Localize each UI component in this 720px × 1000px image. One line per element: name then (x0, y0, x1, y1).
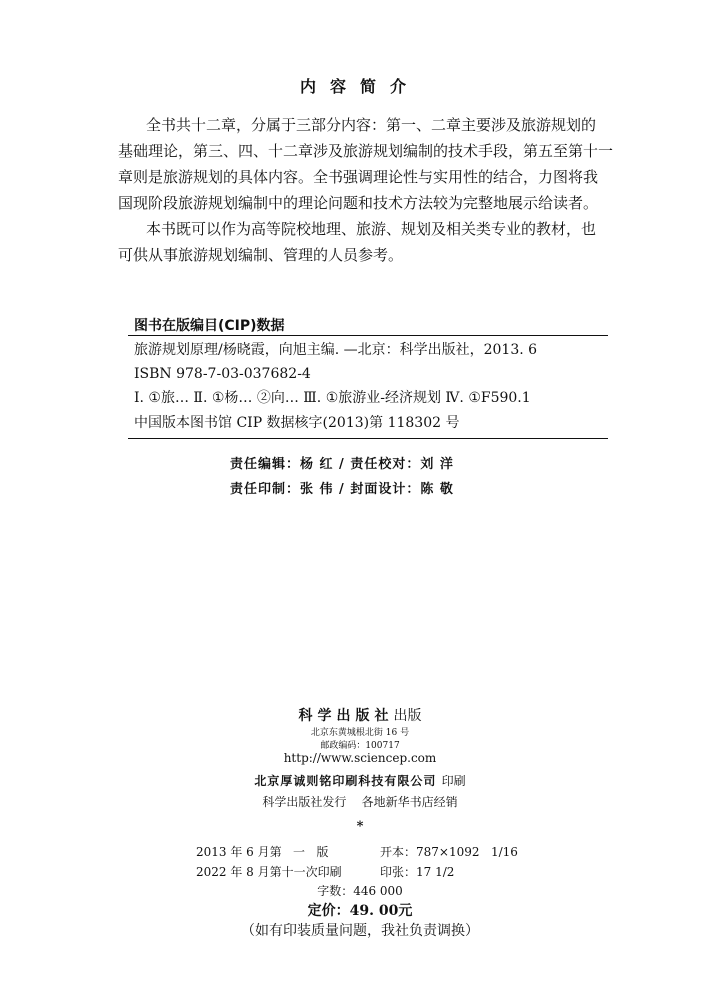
responsibility-line-2: 责任印制：张 伟 / 封面设计：陈 敬 (230, 482, 454, 497)
cip-heading: 图书在版编目(CIP)数据 (134, 318, 285, 334)
quality-notice: （如有印装质量问题，我社负责调换） (241, 923, 479, 939)
publisher-name (0, 705, 720, 725)
publisher-address: 北京东黄城根北街 16 号 (310, 728, 410, 738)
intro-title: 内容简介 (299, 77, 420, 96)
cip-line-isbn: ISBN 978-7-03-037682-4 (134, 366, 311, 382)
edition-print-run: 2022 年 8 月第十一次印刷 (196, 865, 342, 879)
cip-line-title: 旅游规划原理/杨晓霞，向旭主编. —北京：科学出版社，2013. 6 (134, 342, 538, 358)
intro-line-4: 国现阶段旅游规划编制中的理论问题和技术方法较为完整地展示给读者。 (118, 194, 599, 212)
publisher-postcode: 邮政编码：100717 (320, 741, 400, 751)
printer-name: 北京厚诚则铭印刷科技有限公司 (254, 774, 437, 788)
cip-bottom-rule (128, 438, 608, 439)
edition-first: 2013 年 6 月第 一 版 (196, 845, 329, 859)
cip-line-record: 中国版本图书馆 CIP 数据核字(2013)第 118302 号 (134, 415, 460, 431)
print-sheets: 印张：17 1/2 (380, 865, 455, 879)
cip-top-rule (128, 335, 608, 336)
publisher-name-suffix: 出版 (393, 708, 422, 724)
printer-suffix: 印刷 (441, 774, 466, 788)
format-size: 开本：787×1092 1/16 (380, 845, 518, 859)
intro-line-2: 基础理论，第三、四、十二章涉及旅游规划编制的技术手段，第五至第十一 (118, 142, 614, 160)
word-count: 字数：446 000 (317, 884, 403, 898)
intro-line-5: 本书既可以作为高等院校地理、旅游、规划及相关类专业的教材，也 (146, 220, 597, 238)
responsibility-line-1: 责任编辑：杨 红 / 责任校对：刘 洋 (230, 457, 454, 472)
cip-line-classification: Ⅰ. ①旅… Ⅱ. ①杨… ②向… Ⅲ. ①旅游业-经济规划 Ⅳ. ①F590.1 (134, 390, 531, 406)
separator-star: * (356, 819, 364, 834)
intro-line-3: 章则是旅游规划的具体内容。全书强调理论性与实用性的结合，力图将我 (118, 168, 599, 186)
intro-line-6: 可供从事旅游规划编制、管理的人员参考。 (118, 246, 404, 264)
publisher-name-stylized: 科学出版社 (298, 708, 394, 724)
price: 定价：49. 00元 (307, 903, 413, 919)
printer-line (0, 772, 720, 789)
publisher-url: http://www.sciencep.com (283, 751, 437, 765)
intro-line-1: 全书共十二章，分属于三部分内容：第一、二章主要涉及旅游规划的 (146, 116, 597, 134)
distribution-line: 科学出版社发行 各地新华书店经销 (262, 795, 458, 809)
